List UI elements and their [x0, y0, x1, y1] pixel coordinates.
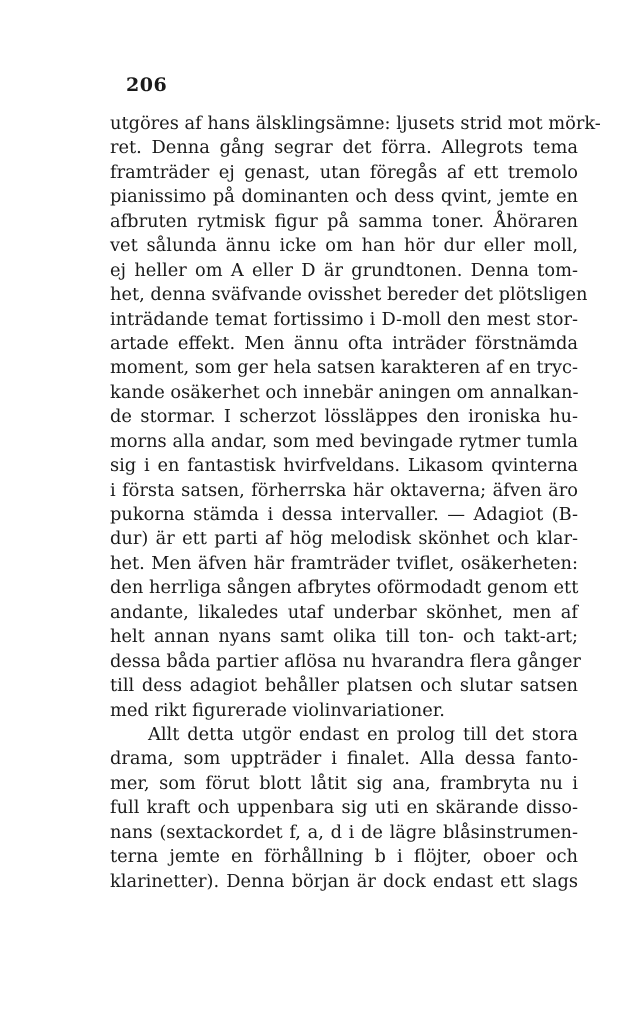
text-line: full kraft och uppenbara sig uti en skärande disso- [110, 797, 578, 819]
text-line: morns alla andar, som med bevingade rytmer tumla [110, 430, 578, 452]
text-line: sig i en fantastisk hvirfveldans. Likasom qvinterna [110, 455, 578, 477]
text-line: till dess adagiot behåller platsen och slutar satsen [110, 675, 578, 697]
text-line: utgöres af hans älsklingsämne: ljusets strid mot mörk- [110, 113, 601, 134]
text-line: drama, som uppträder i finalet. Alla dessa fanto- [110, 748, 578, 770]
text-line: de stormar. I scherzot lössläppes den ironiska hu- [110, 406, 578, 428]
text-line: vet sålunda ännu icke om han hör dur eller moll, [110, 235, 578, 257]
text-line: med rikt figurerade violinvariationer. [110, 699, 445, 721]
text-line: nans (sextackordet f, a, d i de lägre blåsinstrumen- [110, 821, 578, 843]
text-line: het, denna sväfvande ovisshet bereder det plötsligen [110, 284, 588, 306]
text-line: dur) är ett parti af hög melodisk skönhet och klar- [110, 528, 578, 550]
text-line: pukorna stämda i dessa intervaller. — Adagiot (B- [110, 504, 578, 525]
text-line: terna jemte en förhållning b i flöjter, oboer och [110, 846, 578, 868]
text-line: den herrliga sången afbrytes oförmodadt genom ett [110, 577, 579, 599]
text-line: klarinetter). Denna början är dock endast ett slags [110, 870, 578, 892]
text-line: andante, likaledes utaf underbar skönhet, men af [110, 601, 578, 623]
text-line: helt annan nyans samt olika till ton- och takt-art; [110, 626, 578, 648]
text-line: artade effekt. Men ännu ofta inträder förstnämda [110, 332, 578, 354]
text-line: i första satsen, förherrska här oktaverna; äfven äro [110, 479, 578, 501]
text-line: pianissimo på dominanten och dess qvint, jemte en [110, 186, 578, 208]
text-line: mer, som förut blott låtit sig ana, frambryta nu i [110, 772, 578, 794]
text-line: inträdande temat fortissimo i D-moll den mest stor- [110, 308, 578, 330]
body-text [110, 112, 601, 894]
text-line: kande osäkerhet och innebär aningen om annalkan- [110, 381, 579, 403]
text-line: ej heller om A eller D är grundtonen. Denna tom- [110, 259, 578, 281]
text-line: framträder ej genast, utan föregås af ett tremolo [110, 161, 578, 183]
page-number: 206 [126, 74, 168, 96]
text-line: afbruten rytmisk figur på samma toner. Åhöraren [110, 210, 578, 232]
paragraph-1 [110, 112, 601, 723]
text-line: het. Men äfven här framträder tviflet, osäkerheten: [110, 552, 578, 574]
text-line: ret. Denna gång segrar det förra. Allegrots tema [110, 137, 578, 159]
text-line: dessa båda partier aflösa nu hvarandra flera gånger [110, 650, 581, 672]
paragraph-2 [110, 723, 578, 894]
text-line: Allt detta utgör endast en prolog till det stora [148, 723, 578, 745]
text-line: moment, som ger hela satsen karakteren af en tryc- [110, 357, 578, 379]
